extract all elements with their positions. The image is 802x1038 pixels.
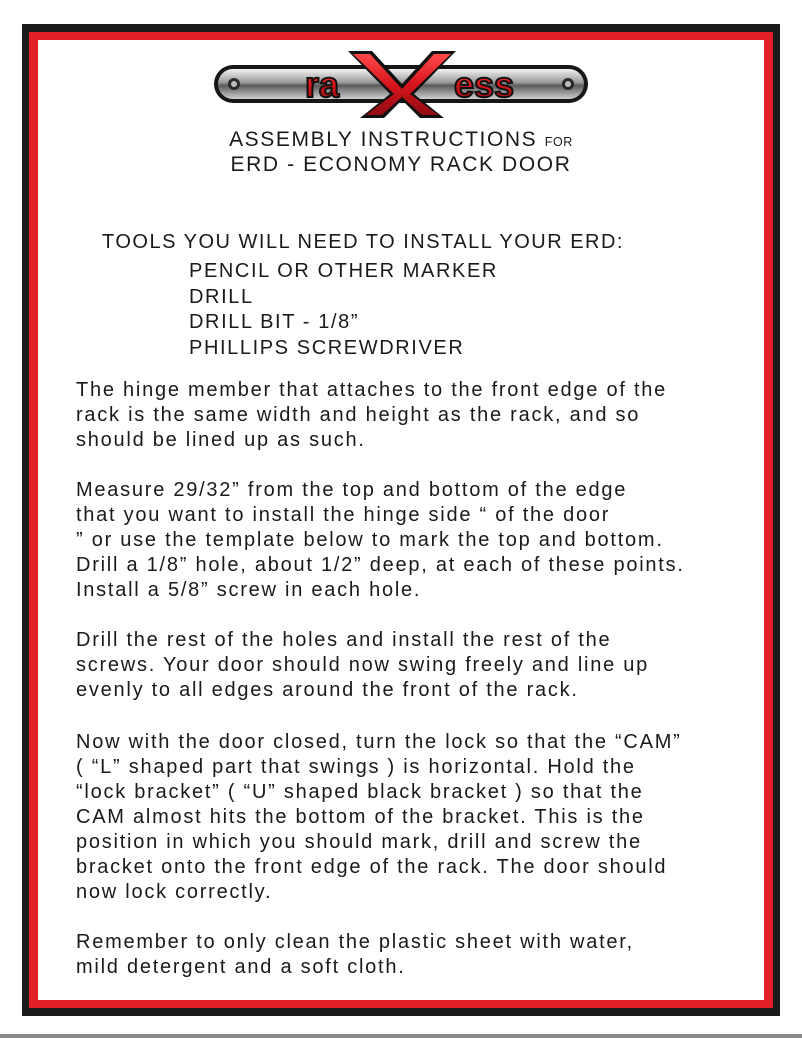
tool-item-drill-bit: DRILL BIT - 1/8” [189, 311, 360, 334]
tool-item-screwdriver: PHILLIPS SCREWDRIVER [189, 336, 465, 359]
title-main-text: ASSEMBLY INSTRUCTIONS [229, 128, 538, 151]
svg-text:ra: ra [304, 64, 340, 105]
title-line-2: ERD - ECONOMY RACK DOOR [230, 153, 572, 176]
tools-list [189, 259, 498, 361]
tool-item-drill: DRILL [189, 285, 254, 308]
paragraph-cleaning: Remember to only clean the plastic sheet with water, mild detergent and a soft cloth. [76, 931, 634, 978]
raxess-logo [212, 48, 590, 120]
paragraph-lock-bracket: Now with the door closed, turn the lock so that the “CAM” ( “L” shaped part that swings ) is horizontal. Hold the “lock bracket” ( “U” shaped black bracket ) so that the CAM almost hits the bottom of the bracket. This is the position in which you should mark, drill and screw the bracket onto the front edge of the rack. The door should now lock correctly. [76, 731, 682, 903]
paragraph-install-screws: Drill the rest of the holes and install the rest of the screws. Your door should now swing freely and line up evenly to all edges around the front of the rack. [76, 629, 650, 701]
tools-heading: TOOLS YOU WILL NEED TO INSTALL YOUR ERD: [102, 231, 624, 253]
title-suffix: FOR [544, 135, 573, 149]
bottom-edge-rule [0, 1034, 802, 1038]
paragraph-measure-drill: Measure 29/32” from the top and bottom of the edge that you want to install the hinge side “ of the door ” or use the template below to mark the top and bottom. Drill a 1/8” hole, about 1/2” deep, at each of these points. Install a 5/8” screw in each hole. [76, 479, 685, 601]
title-line-1 [0, 128, 802, 152]
svg-text:ess: ess [453, 64, 515, 105]
tool-item-pencil: PENCIL OR OTHER MARKER [189, 260, 498, 282]
paragraph-hinge-alignment: The hinge member that attaches to the front edge of the rack is the same width and height as the rack, and so should be lined up as such. [76, 379, 668, 451]
